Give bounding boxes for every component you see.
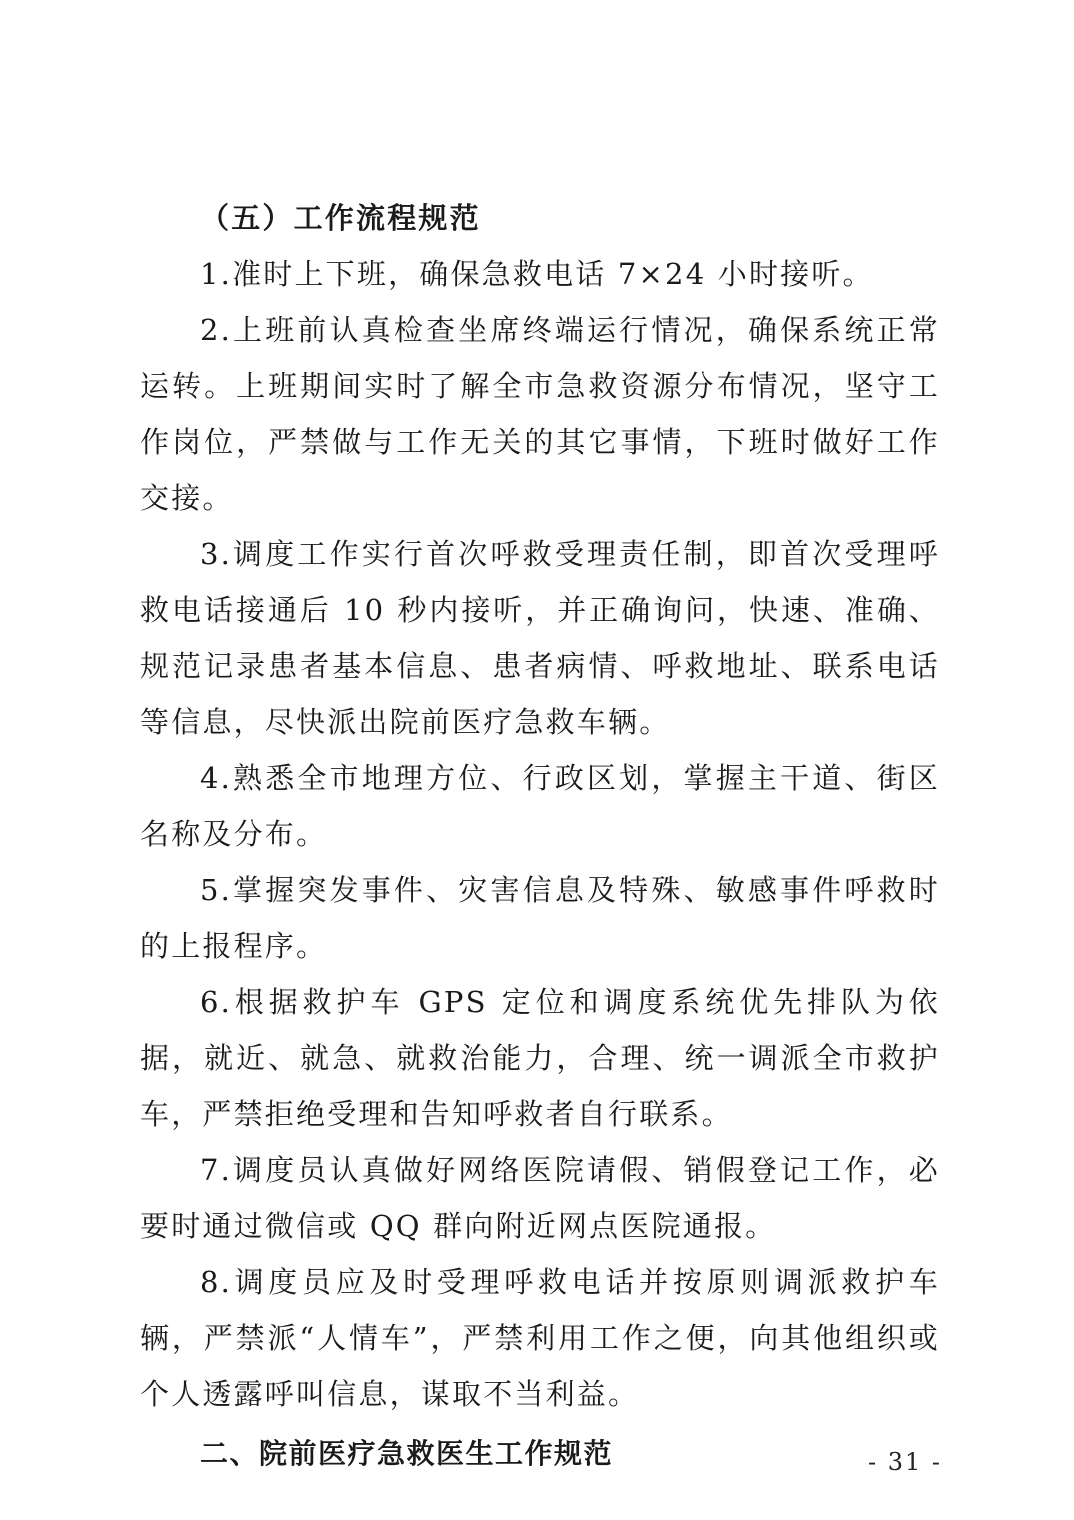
document-body <box>140 190 940 1482</box>
paragraph-3: 3.调度工作实行首次呼救受理责任制，即首次受理呼救电话接通后 10 秒内接听，并正确询问，快速、准确、规范记录患者基本信息、患者病情、呼救地址、联系电话等信息，尽快派出院前医疗急救车辆。 <box>140 537 940 739</box>
paragraph-8: 8.调度员应及时受理呼救电话并按原则调派救护车辆，严禁派“人情车”，严禁利用工作之便，向其他组织或个人透露呼叫信息，谋取不当利益。 <box>140 1265 940 1411</box>
paragraph-6: 6.根据救护车 GPS 定位和调度系统优先排队为依据，就近、就急、就救治能力，合理、统一调派全市救护车，严禁拒绝受理和告知呼救者自行联系。 <box>140 985 940 1131</box>
paragraph-1: 1.准时上下班，确保急救电话 7×24 小时接听。 <box>200 257 874 291</box>
page-number: - 31 - <box>867 1448 942 1476</box>
subsection-heading: （五）工作流程规范 <box>200 201 481 235</box>
paragraph-2: 2.上班前认真检查坐席终端运行情况，确保系统正常运转。上班期间实时了解全市急救资源分布情况，坚守工作岗位，严禁做与工作无关的其它事情，下班时做好工作交接。 <box>140 313 940 515</box>
paragraph-7: 7.调度员认真做好网络医院请假、销假登记工作，必要时通过微信或 QQ 群向附近网点医院通报。 <box>140 1153 940 1243</box>
paragraph-4: 4.熟悉全市地理方位、行政区划，掌握主干道、街区名称及分布。 <box>140 761 940 851</box>
paragraph-5: 5.掌握突发事件、灾害信息及特殊、敏感事件呼救时的上报程序。 <box>140 873 940 963</box>
section-heading: 二、院前医疗急救医生工作规范 <box>200 1437 614 1470</box>
